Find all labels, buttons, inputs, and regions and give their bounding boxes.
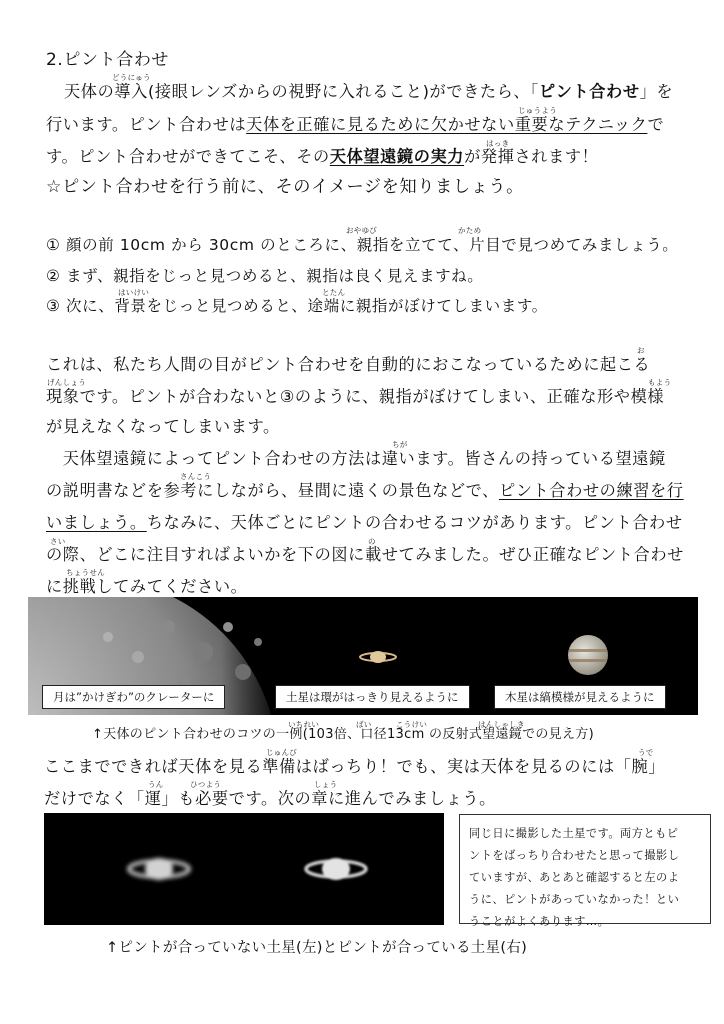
body-line-7: の際、どこに注目すればよいかを下の図に載せてみました。ぜひ正確なピント合わせ: [46, 545, 684, 564]
intro-line-1: [64, 82, 673, 102]
text: 」を: [639, 82, 674, 101]
ruby-hakki: はっき: [486, 139, 510, 148]
body-line-1: これは、私たち人間の目がピント合わせを自動的におこなっているために起こる: [46, 355, 651, 374]
intro-line-3: [46, 147, 598, 167]
ruby-hitsuyou: ひつよう: [190, 780, 222, 789]
body-line-6: [46, 513, 683, 533]
ruby-koukei: こうけい: [396, 720, 428, 729]
underlined-important: 天体を正確に見るために欠かせない重要なテクニック: [246, 115, 648, 134]
ruby-moyou: もよう: [648, 378, 672, 387]
ruby-hanshashiki: はんしゃしき: [478, 720, 525, 729]
note-line: ていますが、あとあと確認すると左のよ: [469, 871, 680, 884]
ruby-un: うん: [148, 780, 164, 789]
text: す。ピント合わせができてこそ、その: [46, 147, 330, 166]
text: が発揮されます！: [464, 147, 599, 166]
ruby-bai: ばい: [356, 720, 372, 729]
body-line-5: [46, 481, 684, 501]
section-heading: 2.ピント合わせ: [46, 50, 170, 70]
saturn-comparison-illustration: [44, 813, 444, 925]
saturn-note-box: [459, 814, 711, 928]
ruby-junbi: じゅんび: [266, 748, 298, 757]
jupiter-tip-label: 木星は縞模様が見えるように: [494, 685, 666, 709]
photo-caption: ↑天体のピント合わせのコツの一例(103倍、口径13cm の反射式望遠鏡での見え方): [92, 727, 594, 742]
text: ちなみに、天体ごとにピントの合わせるコツがあります。ピント合わせ: [146, 513, 683, 532]
ruby-shou: しょう: [314, 780, 338, 789]
text: の説明書などを参考にしながら、昼間に遠くの景色などで、: [46, 481, 499, 500]
underlined-practice-end: いましょう。: [46, 513, 147, 532]
ruby-sankou: さんこう: [180, 472, 212, 481]
ruby-chiga: ちが: [392, 440, 408, 449]
ruby-haikei: はいけい: [118, 288, 150, 297]
saturn-caption: ↑ピントが合っていない土星(左)とピントが合っている土星(右): [106, 940, 528, 956]
ruby-totan: とたん: [322, 288, 346, 297]
ruby-no: の: [368, 537, 376, 546]
body-line-8: に挑戦してみてください。: [46, 577, 248, 596]
saturn-out-of-focus: [129, 858, 189, 880]
body-line-3: が見えなくなってしまいます。: [46, 417, 280, 436]
intro-line-4: ☆ピント合わせを行う前に、そのイメージを知りましょう。: [46, 177, 524, 197]
step-3: ③ 次に、背景をじっと見つめると、途端に親指がぼけてしまいます。: [46, 297, 548, 315]
emphasis-telescope-power: 天体望遠鏡の実力: [329, 147, 465, 166]
text: で: [647, 115, 665, 134]
ruby-katame: かため: [458, 226, 482, 235]
ruby-ichirei: いちれい: [288, 720, 320, 729]
text: 行います。ピント合わせは: [46, 115, 247, 134]
saturn-in-focus: [306, 858, 366, 880]
ruby-dounyu: どうにゅう: [112, 73, 151, 82]
moon-tip-label: 月は”かけぎわ”のクレーターに: [42, 685, 225, 709]
ruby-o: お: [637, 346, 645, 355]
note-line: ントをばっちり合わせたと思って撮影し: [469, 849, 680, 862]
step-2: ② まず、親指をじっと見つめると、親指は良く見えますね。: [46, 267, 484, 285]
text: (接眼レンズからの視野に入れること)ができたら、「: [147, 82, 539, 101]
ruby-oyayubi: おやゆび: [346, 226, 378, 235]
closing-line-1: ここまでできれば天体を見る準備はばっちり！でも、実は天体を見るのには「腕」: [44, 757, 666, 776]
ruby-chousen: ちょうせん: [66, 568, 105, 577]
ruby-ude: うで: [638, 748, 654, 757]
note-line: 同じ日に撮影した土星です。両方ともピ: [469, 827, 679, 840]
ruby-juuyou: じゅうよう: [518, 106, 557, 115]
note-line: うに、ピントがあっていなかった！とい: [469, 893, 680, 906]
focus-tips-photo: [28, 597, 698, 715]
saturn-comparison-photo: [44, 813, 444, 925]
text: 導入: [114, 82, 148, 101]
ruby-sai: さい: [50, 537, 66, 546]
body-line-4: 天体望遠鏡によってピント合わせの方法は違います。皆さんの持っている望遠鏡: [46, 449, 666, 468]
step-1: ① 顔の前 10cm から 30cm のところに、親指を立てて、片目で見つめてみましょう。: [46, 236, 679, 254]
body-line-2: 現象です。ピントが合わないと③のように、親指がぼけてしまい、正確な形や模様: [46, 387, 665, 406]
ruby-genshou: げんしょう: [47, 378, 86, 387]
saturn-image: [360, 651, 396, 663]
underlined-practice: ピント合わせの練習を行: [498, 481, 684, 500]
closing-line-2: だけでなく「運」も必要です。次の章に進んでみましょう。: [44, 789, 496, 808]
intro-line-2: [46, 115, 664, 135]
text: 天体の: [64, 82, 115, 101]
saturn-tip-label: 土星は環がはっきり見えるように: [275, 685, 470, 709]
note-line: うことがよくあります…。: [469, 915, 610, 928]
jupiter-image: [568, 635, 608, 675]
emphasis-pinto: ピント合わせ: [538, 82, 640, 101]
